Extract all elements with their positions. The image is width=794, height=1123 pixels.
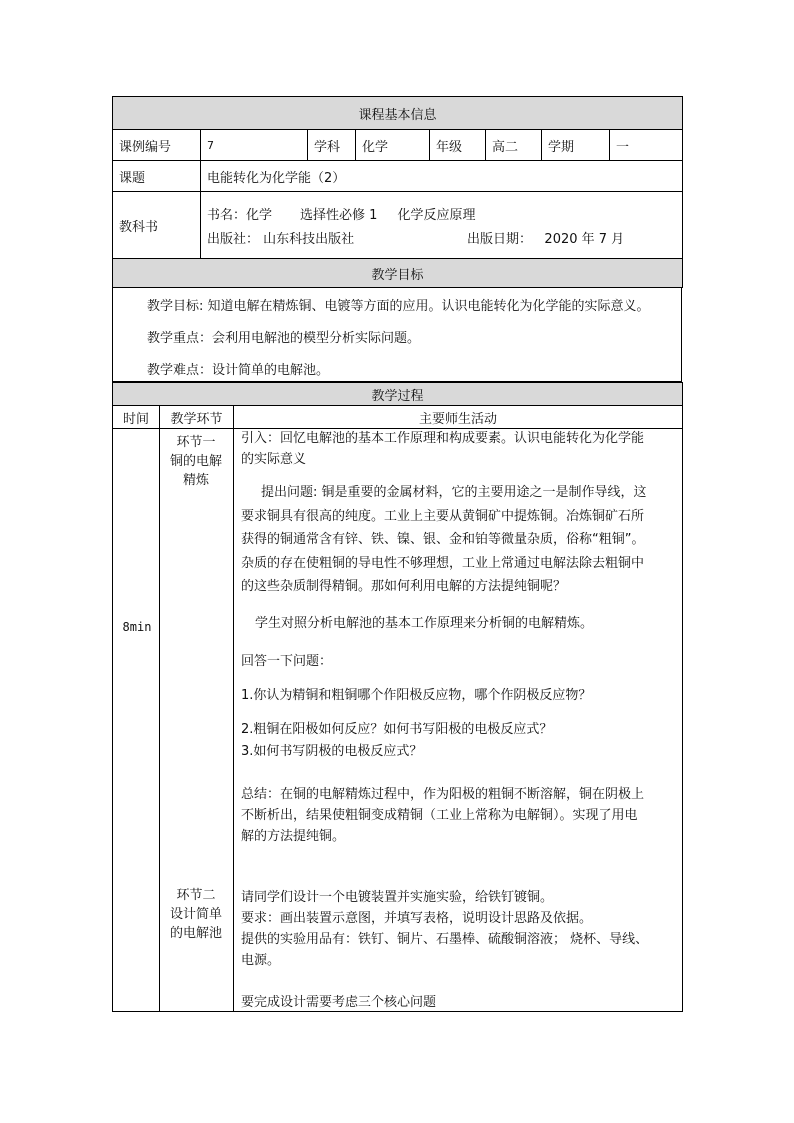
grade-value: 高二 — [486, 130, 542, 161]
question-2: 2.粗铜在阳极如何反应？如何书写阳极的电极反应式？ — [241, 722, 553, 737]
question-line: 要求铜具有很高的纯度。工业上主要从黄铜矿中提炼铜。冶炼铜矿石所 — [241, 508, 645, 524]
answer-prompt: 回答一下问题： — [241, 654, 333, 669]
subject-label: 学科 — [308, 130, 356, 161]
process-title: 教学过程 — [113, 383, 683, 406]
intro-text — [241, 428, 677, 470]
publisher-label: 出版社： — [207, 232, 260, 247]
stage-1-line: 铜的电解 — [169, 454, 222, 469]
stage-2-line: 设计简单 — [169, 907, 222, 922]
book-name-label: 书名： — [207, 208, 247, 223]
goal-key-point: 教学重点：会利用电解池的模型分析实际问题。 — [147, 331, 421, 346]
stage-2-line: 环节二 — [176, 888, 216, 903]
stage-1 — [166, 433, 226, 490]
textbook-label: 教科书 — [113, 192, 201, 259]
summary-line: 解的方法提纯铜。 — [241, 829, 346, 844]
question-text — [241, 481, 677, 599]
col-activity: 主要师生活动 — [234, 406, 683, 429]
goal-objective: 教学目标: 知道电解在精炼铜、电镀等方面的应用。认识电能转化为化学能的实际意义。 — [147, 299, 650, 314]
intro-line: 的实际意义 — [241, 452, 307, 467]
summary-text — [241, 784, 677, 847]
case-no-label: 课例编号 — [113, 130, 201, 161]
question-line: 杂质的存在使粗铜的导电性不够理想，工业上常通过电解法除去粗铜中 — [241, 555, 645, 571]
question-line: 的这些杂质制得精铜。那如何利用电解的方法提纯铜呢？ — [241, 579, 567, 594]
col-time: 时间 — [113, 406, 160, 429]
question-3: 3.如何书写阴极的电极反应式？ — [241, 744, 423, 759]
goal-difficulty: 教学难点：设计简单的电解池。 — [147, 363, 330, 378]
materials-line: 提供的实验用品有：铁钉、铜片、石墨棒、硫酸铜溶液； 烧杯、导线、 — [241, 932, 649, 947]
materials-text — [241, 929, 677, 971]
intro-line: 引入：回忆电解池的基本工作原理和构成要素。认识电能转化为化学能 — [241, 431, 645, 446]
term-value: 一 — [610, 130, 683, 161]
goals-title: 教学目标 — [113, 259, 683, 288]
stage-1-line: 环节一 — [176, 435, 216, 450]
book-subject: 化学 — [246, 208, 273, 223]
analysis-text: 学生对照分析电解池的基本工作原理来分析铜的电解精炼。 — [255, 616, 594, 631]
task-text: 请同学们设计一个电镀装置并实施实验，给铁钉镀铜。 — [241, 890, 554, 905]
question-1: 1.你认为精铜和粗铜哪个作阳极反应物，哪个作阴极反应物？ — [241, 688, 592, 703]
question-line: 提出问题: 铜是重要的金属材料，它的主要用途之一是制作导线，这 — [261, 485, 647, 500]
col-stage: 教学环节 — [160, 406, 234, 429]
question-line: 获得的铜通常含有锌、铁、镍、银、金和铂等微量杂质，俗称“粗铜”。 — [241, 532, 645, 547]
requirement-text: 要求：画出装置示意图，并填写表格，说明设计思路及依据。 — [241, 911, 593, 926]
course-info-table — [112, 96, 683, 288]
stage-2-line: 的电解池 — [169, 926, 222, 941]
pub-date-value: 2020 年 7 月 — [544, 232, 625, 247]
stage-1-line: 精炼 — [182, 473, 209, 488]
summary-line: 总结：在铜的电解精炼过程中，作为阳极的粗铜不断溶解，铜在阴极上 — [241, 787, 645, 802]
grade-label: 年级 — [430, 130, 486, 161]
case-no-value: 7 — [201, 130, 308, 161]
time-value: 8min — [122, 620, 152, 634]
materials-line: 电源。 — [241, 953, 281, 968]
core-questions-text: 要完成设计需要考虑三个核心问题 — [241, 995, 437, 1010]
term-label: 学期 — [542, 130, 610, 161]
publisher-value: 山东科技出版社 — [263, 232, 355, 247]
summary-line: 不断析出，结果使粗铜变成精铜（工业上常称为电解铜）。实现了用电 — [241, 808, 638, 823]
topic-value: 电能转化为化学能（2） — [201, 161, 683, 192]
book-title: 化学反应原理 — [397, 208, 476, 223]
stage-2 — [166, 886, 226, 943]
goals-section — [112, 287, 682, 382]
subject-value: 化学 — [356, 130, 430, 161]
textbook-info — [201, 192, 683, 259]
pub-date-label: 出版日期： — [467, 232, 533, 247]
course-info-title: 课程基本信息 — [113, 97, 683, 130]
book-volume: 选择性必修 1 — [300, 208, 378, 223]
topic-label: 课题 — [113, 161, 201, 192]
